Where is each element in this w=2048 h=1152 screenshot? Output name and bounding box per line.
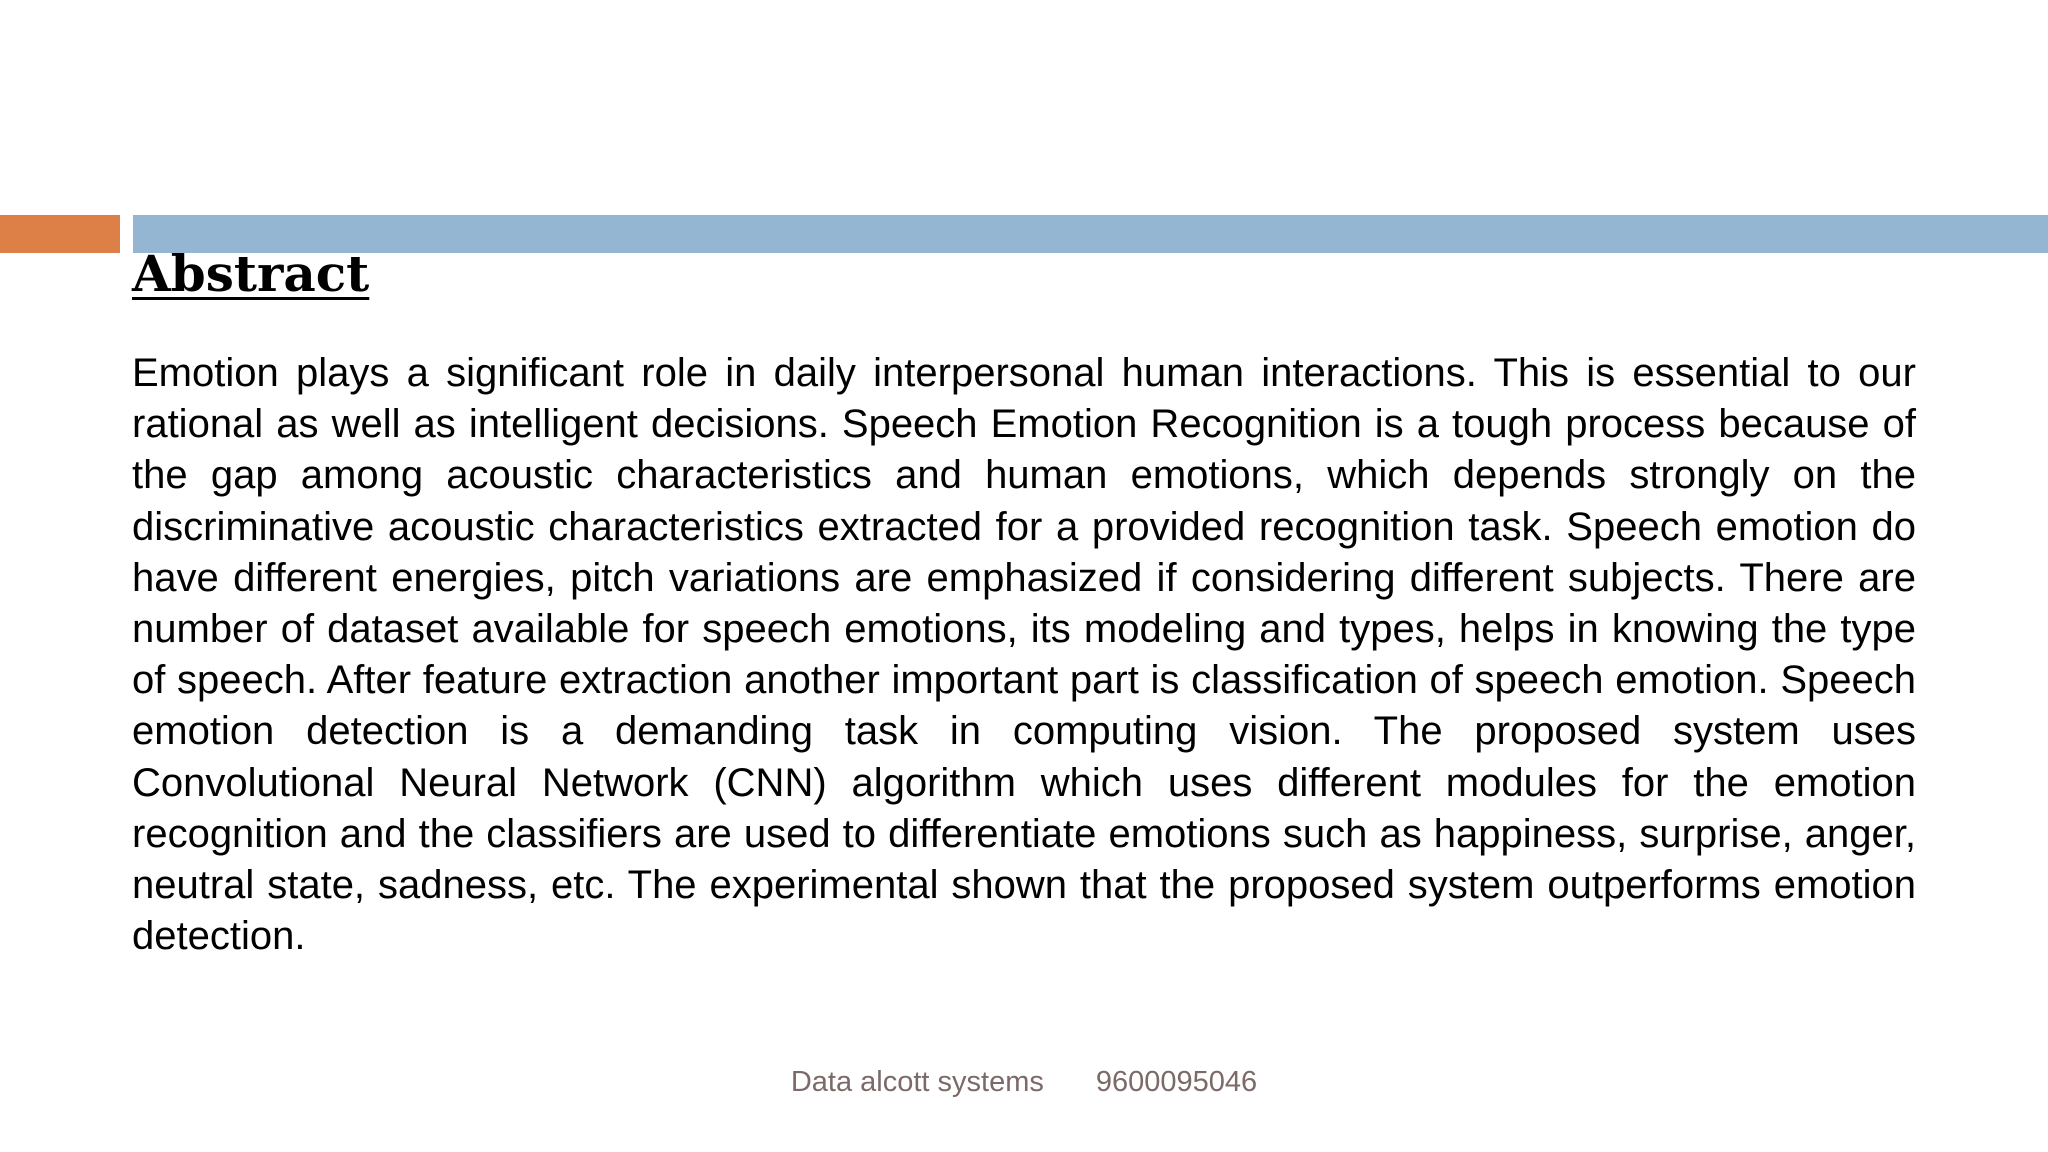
footer-phone: 9600095046: [1095, 1066, 1258, 1098]
accent-bar-orange: [0, 215, 120, 253]
footer-company: Data alcott systems: [790, 1066, 1044, 1098]
accent-bar-blue: [133, 215, 2048, 253]
slide-title: Abstract: [132, 244, 370, 303]
slide-footer: [0, 1062, 2048, 1102]
abstract-body: Emotion plays a significant role in daily interpersonal human interactions. This is essential to our rational as well as intelligent decisions. Speech Emotion Recognition is a tough process because of the gap among acoustic characteristics and human emotions, which depends strongly on the discriminative acoustic characteristics extracted for a provided recognition task. Speech emotion do have different energies, pitch variations are emphasized if considering different subjects. There are number of dataset available for speech emotions, its modeling and types, helps in knowing the type of speech. After feature extraction another important part is classification of speech emotion. Speech emotion detection is a demanding task in computing vision. The proposed system uses Convolutional Neural Network (CNN) algorithm which uses different modules for the emotion recognition and the classifiers are used to differentiate emotions such as happiness, surprise, anger, neutral state, sadness, etc. The experimental shown that the proposed system outperforms emotion detection.: [132, 351, 1916, 959]
